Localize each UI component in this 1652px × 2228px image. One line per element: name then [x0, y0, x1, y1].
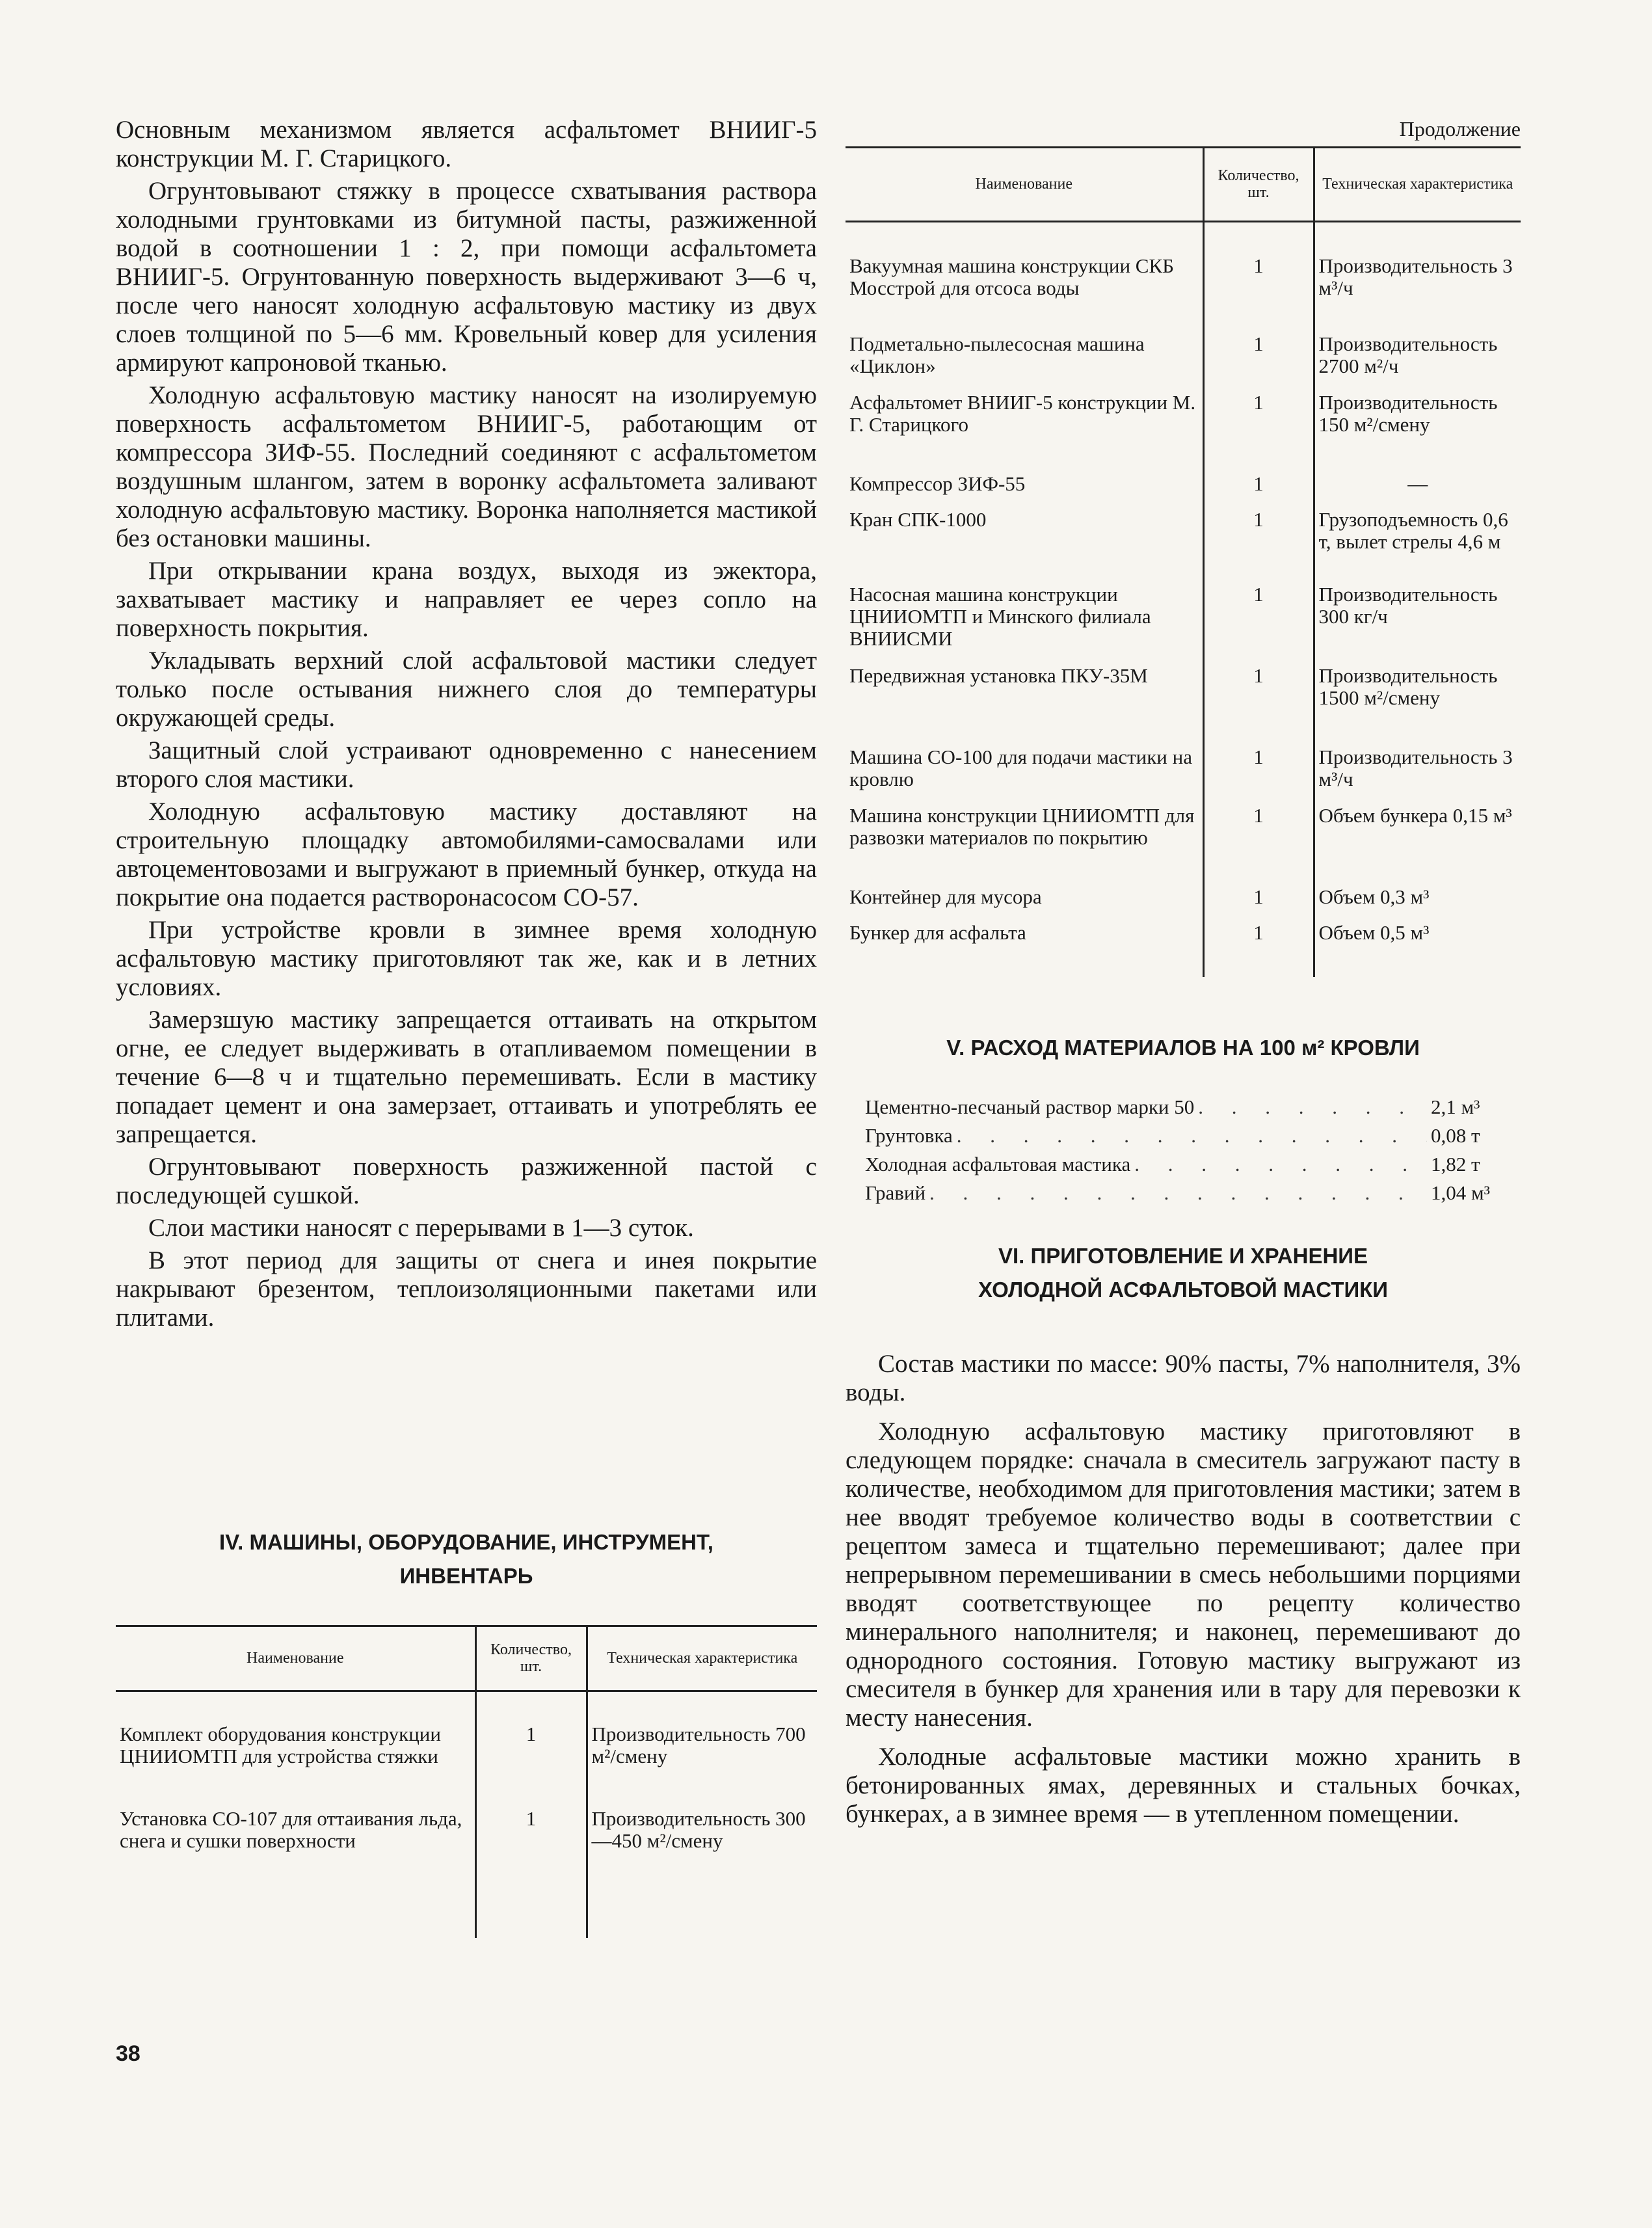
- table-cell-name: Комплект оборудования конструкции ЦНИИОМТП для устройства стяжки: [120, 1723, 441, 1767]
- section-5-title: V. РАСХОД МАТЕРИАЛОВ НА 100 м² КРОВЛИ: [946, 1036, 1420, 1060]
- section-6-heading: [846, 1239, 1521, 1307]
- table-cell-qty: 1: [1203, 473, 1314, 509]
- table-cell-name: Кран СПК-1000: [849, 508, 987, 531]
- material-value: 1,82 т: [1431, 1153, 1480, 1175]
- table-cell-name: Машина СО-100 для подачи мастики на кровлю: [849, 745, 1192, 790]
- table-cell-name: Асфальтомет ВНИИГ-5 конструкции М. Г. Старицкого: [849, 391, 1196, 436]
- table-row: [846, 255, 1521, 333]
- table-cell-qty: 1: [475, 1723, 587, 1808]
- material-row: [865, 1179, 1509, 1207]
- section-4-heading: [116, 1525, 817, 1593]
- table-cell-spec: Объем 0,5 м³: [1314, 922, 1521, 977]
- table-cell-spec: Производительность 1500 м²/смену: [1314, 665, 1521, 746]
- table-cell-spec: Производительность 700 м²/смену: [587, 1723, 817, 1808]
- material-name: Гравий: [865, 1181, 926, 1204]
- table-cell-spec: Производительность 3 м³/ч: [1314, 746, 1521, 805]
- page-number: 38: [116, 2041, 140, 2066]
- table-cell-name: Бункер для асфальта: [849, 921, 1026, 944]
- body-text-left: [116, 116, 817, 1332]
- body-text-right: [846, 1350, 1521, 1829]
- paragraph: Укладывать верхний слой асфальтовой мастики следует только после остывания нижнего слоя до температуры окружающей среды.: [116, 647, 817, 732]
- table-cell-qty: 1: [1203, 665, 1314, 746]
- table-cell-spec: Производительность 2700 м²/ч: [1314, 333, 1521, 392]
- table-cell-spec: Грузоподъемность 0,6 т, вылет стрелы 4,6 м: [1314, 509, 1521, 584]
- table-cell-qty: 1: [1203, 922, 1314, 977]
- equipment-table-left: [116, 1625, 817, 1938]
- table-cell-spec: Объем бункера 0,15 м³: [1314, 805, 1521, 886]
- section-4-title-line1: IV. МАШИНЫ, ОБОРУДОВАНИЕ, ИНСТРУМЕНТ,: [219, 1530, 713, 1554]
- paragraph: Холодную асфальтовую мастику приготовляют в следующем порядке: сначала в смеситель загружают пасту в количестве, необходимом для приготовления мастики; затем в нее вводят требуемое количество воды в соответствии с рецептом замеса и тщательно перемешивают; далее при непрерывном перемешивании в смесь небольшими порциями вводят соответствующее по рецепту количество минерального наполнителя; и наконец, перемешивают до однородного состояния. Готовую мастику выгружают из смесителя в бункер для хранения или в тару для перевозки к месту нанесения.: [846, 1417, 1521, 1732]
- material-value: 0,08 т: [1431, 1124, 1480, 1147]
- table-cell-name: Вакуумная машина конструкции СКБ Мосстрой для отсоса воды: [849, 254, 1174, 299]
- table-row: [846, 922, 1521, 977]
- paragraph: Холодные асфальтовые мастики можно хранить в бетонированных ямах, деревянных и стальных бочках, бункерах, а в зимнее время — в утепленном помещении.: [846, 1743, 1521, 1828]
- table-cell-qty: 1: [1203, 333, 1314, 392]
- table-row: [846, 886, 1521, 922]
- material-name: Холодная асфальтовая мастика: [865, 1153, 1131, 1175]
- table-cell-name: Передвижная установка ПКУ-35М: [849, 664, 1148, 687]
- table-header-qty: Количество, шт.: [475, 1627, 587, 1691]
- paragraph: Замерзшую мастику запрещается оттаивать на открытом огне, ее следует выдерживать в отапливаемом помещении в течение 6—8 ч и тщательно перемешивать. Если в мастику попадает цемент и она замерзает, оттаивать и употреблять ее запрещается.: [116, 1006, 817, 1148]
- table-cell-spec: Производительность 300 кг/ч: [1314, 584, 1521, 665]
- table-cell-spec: Объем 0,3 м³: [1314, 886, 1521, 922]
- table-cell-name: Машина конструкции ЦНИИОМТП для развозки материалов по покрытию: [849, 804, 1195, 849]
- table-cell-spec: Производительность 3 м³/ч: [1314, 255, 1521, 333]
- table-row: [846, 509, 1521, 584]
- table-cell-qty: 1: [1203, 255, 1314, 333]
- table-header-name: Наименование: [846, 148, 1203, 221]
- table-row: [846, 392, 1521, 473]
- paragraph: При открывании крана воздух, выходя из эжектора, захватывает мастику и направляет ее через сопло на поверхность покрытия.: [116, 557, 817, 642]
- table-cell-name: Подметально-пылесосная машина «Циклон»: [849, 332, 1145, 377]
- material-row: [865, 1150, 1509, 1179]
- table-cell-qty: 1: [1203, 746, 1314, 805]
- table-cell-qty: 1: [1203, 584, 1314, 665]
- table-row: [116, 1808, 817, 1938]
- table-cell-spec: —: [1314, 473, 1521, 509]
- table-cell-qty: 1: [1203, 886, 1314, 922]
- table-cell-name: Контейнер для мусора: [849, 885, 1042, 908]
- section-4-title-line2: ИНВЕНТАРЬ: [399, 1564, 533, 1588]
- paragraph: В этот период для защиты от снега и инея покрытие накрывают брезентом, теплоизоляционными пакетами или плитами.: [116, 1246, 817, 1332]
- table-row: [116, 1723, 817, 1808]
- table-row: [846, 665, 1521, 746]
- table-cell-qty: 1: [475, 1808, 587, 1938]
- table-cell-name: Компрессор ЗИФ-55: [849, 472, 1026, 495]
- table-row: [846, 584, 1521, 665]
- material-row: [865, 1121, 1509, 1150]
- table-cell-qty: 1: [1203, 509, 1314, 584]
- paragraph: Слои мастики наносят с перерывами в 1—3 суток.: [148, 1214, 694, 1242]
- paragraph: Холодную асфальтовую мастику наносят на изолируемую поверхность асфальтометом ВНИИГ-5, работающим от компрессора ЗИФ-55. Последний соединяют с асфальтометом воздушным шлангом, затем в воронку асфальтомета заливают холодную асфальтовую мастику. Воронка наполняется мастикой без остановки машины.: [116, 381, 817, 552]
- table-cell-qty: 1: [1203, 392, 1314, 473]
- material-value: 1,04 м³: [1431, 1181, 1490, 1204]
- table-cell-spec: Производительность 150 м²/смену: [1314, 392, 1521, 473]
- paragraph: Состав мастики по массе: 90% пасты, 7% наполнителя, 3% воды.: [846, 1350, 1521, 1406]
- table-row: [846, 473, 1521, 509]
- table-row: [846, 333, 1521, 392]
- table-header-spec: Техническая характеристика: [1314, 148, 1521, 221]
- material-name: Цементно-песчаный раствор марки 50: [865, 1095, 1195, 1118]
- table-header-qty: Количество, шт.: [1203, 148, 1314, 221]
- section-6-title-line2: ХОЛОДНОЙ АСФАЛЬТОВОЙ МАСТИКИ: [978, 1278, 1389, 1302]
- table-cell-spec: Производительность 300—450 м²/смену: [587, 1808, 817, 1938]
- continuation-label: Продолжение: [1399, 117, 1521, 141]
- paragraph: Огрунтовывают стяжку в процессе схватывания раствора холодными грунтовками из битумной пасты, разжиженной водой в соотношении 1 : 2, при помощи асфальтомета ВНИИГ-5. Огрунтованную поверхность выдерживают 3—6 ч, после чего наносят холодную асфальтовую мастику из двух слоев толщиной по 5—6 мм. Кровельный ковер для усиления армируют капроновой тканью.: [116, 177, 817, 377]
- material-value: 2,1 м³: [1431, 1095, 1480, 1118]
- material-row: [865, 1093, 1509, 1121]
- paragraph: Основным механизмом является асфальтомет ВНИИГ-5 конструкции М. Г. Старицкого.: [116, 116, 817, 172]
- materials-list: [865, 1093, 1509, 1207]
- table-header-name: Наименование: [116, 1627, 475, 1691]
- material-name: Грунтовка: [865, 1124, 953, 1147]
- table-cell-name: Установка СО-107 для оттаивания льда, снега и сушки поверхности: [120, 1807, 462, 1852]
- equipment-table-right: [846, 146, 1521, 977]
- table-cell-name: Насосная машина конструкции ЦНИИОМТП и Минского филиала ВНИИСМИ: [849, 583, 1151, 650]
- paragraph: Холодную асфальтовую мастику доставляют на строительную площадку автомобилями-самосвалами или автоцементовозами и выгружают в приемный бункер, откуда на покрытие она подается растворонасосом СО-57.: [116, 798, 817, 911]
- table-row: [846, 746, 1521, 805]
- paragraph: Огрунтовывают поверхность разжиженной пастой с последующей сушкой.: [116, 1153, 817, 1209]
- table-cell-qty: 1: [1203, 805, 1314, 886]
- paragraph: При устройстве кровли в зимнее время холодную асфальтовую мастику приготовляют так же, как и в летних условиях.: [116, 916, 817, 1001]
- paragraph: Защитный слой устраивают одновременно с нанесением второго слоя мастики.: [116, 736, 817, 793]
- table-row: [846, 805, 1521, 886]
- table-header-spec: Техническая характеристика: [587, 1627, 817, 1691]
- section-6-title-line1: VI. ПРИГОТОВЛЕНИЕ И ХРАНЕНИЕ: [998, 1244, 1368, 1268]
